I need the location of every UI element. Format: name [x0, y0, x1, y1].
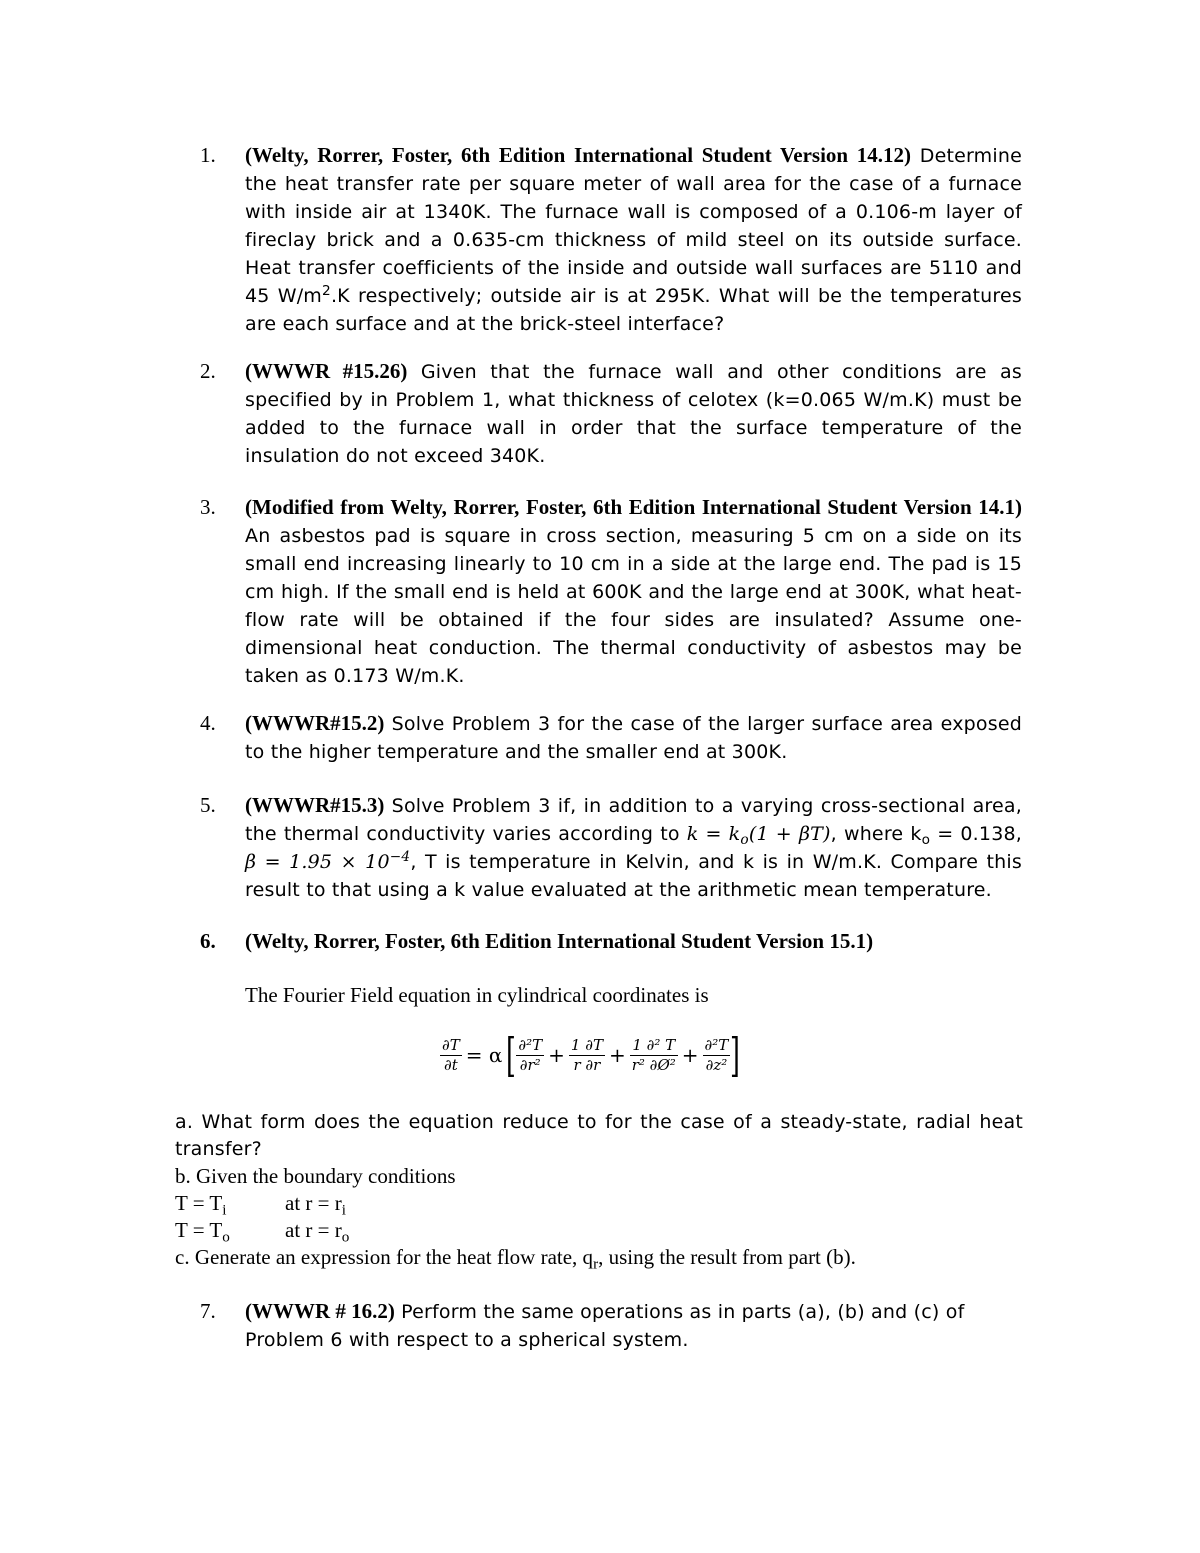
term-4: $\frac{\text{∂²T}}{\text{∂z²}}$	[704, 1035, 729, 1074]
problem-number: 1.	[200, 143, 216, 167]
part-b: b. Given the boundary conditions	[175, 1164, 456, 1188]
problem-6-parts	[175, 1109, 1023, 1271]
intro-text: The Fourier Field equation in cylindrical coordinates is	[245, 983, 709, 1007]
problem-text: Solve Problem 3 if, in addition to a varying cross-sectional area, the thermal conductivity varies according to $k = k_o(1 + \beta T)$, where $k_o = 0.138$, $\beta = 1.95 \times 10^{-4}$, T is temperature in Kelvin, and k is in W/m.K. Compare this result to that using a k value evaluated at the arithmetic mean temperature.	[245, 795, 1023, 901]
boundary-condition-1: $T = T_i$ at $r = r_i$	[175, 1191, 346, 1219]
problem-number: 3.	[200, 495, 216, 519]
problem-source-tag: (Welty, Rorrer, Foster, 6th Edition International Student Version 15.1)	[245, 929, 874, 953]
problem-number: 5.	[200, 793, 216, 817]
equals-alpha: = α	[465, 1042, 503, 1067]
term-1: $\frac{\text{∂²T}}{\text{∂r²}}$	[518, 1035, 543, 1074]
problem-number: 6.	[200, 929, 216, 953]
problem-2	[200, 358, 1022, 470]
plus-sign: +	[681, 1042, 699, 1067]
problem-6	[200, 928, 1022, 955]
problem-text: Determine the heat transfer rate per square meter of wall area for the case of a furnace with inside air at 1340K. The furnace wall is composed of a 0.106-m layer of fireclay brick and a 0.635-cm thickness of mild steel on its outside surface. Heat transfer coefficients of the inside and outside wall surfaces are 5110 and 45 $W/m^2.K$ respectively; outside air is at 295K. What will be the temperatures are each surface and at the brick-steel interface?	[245, 145, 1022, 335]
problem-number: 7.	[200, 1299, 216, 1323]
problem-source-tag: (Modified from Welty, Rorrer, Foster, 6th Edition International Student Version 14.1)	[245, 495, 1022, 519]
boundary-condition-2: $T = T_o$ at $r = r_o$	[175, 1218, 350, 1246]
plus-sign: +	[548, 1042, 565, 1067]
problem-3	[200, 494, 1022, 690]
left-bracket: [	[506, 1028, 517, 1082]
problem-text: Solve Problem 3 for the case of the larger surface area exposed to the higher temperature and the smaller end at 300K.	[245, 713, 1022, 763]
problem-source-tag: (WWWR#15.2)	[245, 711, 385, 735]
term-3: $\frac{\text{1 ∂² T}}{\text{r² ∂Ø²}}$	[631, 1035, 676, 1074]
problem-source-tag: (Welty, Rorrer, Foster, 6th Edition International Student Version 14.12)	[245, 143, 912, 167]
problem-source-tag: (WWWR # 16.2)	[245, 1299, 395, 1323]
problem-text: Perform the same operations as in parts (a), (b) and (c) of Problem 6 with respect to a spherical system.	[245, 1301, 965, 1351]
problem-6-intro	[200, 982, 1022, 1009]
part-c: c. Generate an expression for the heat flow rate, $q_r$, using the result from part (b).	[175, 1245, 856, 1273]
problem-text: Given that the furnace wall and other conditions are as specified by in Problem 1, what thickness of celotex (k=0.065 W/m.K) must be added to the furnace wall in order that the surface temperature of the insulation do not exceed 340K.	[245, 361, 1022, 467]
right-bracket: ]	[730, 1028, 741, 1082]
part-a: a. What form does the equation reduce to for the case of a steady-state, radial heat transfer?	[175, 1111, 1023, 1160]
problem-4	[200, 710, 1022, 766]
conductivity-formula: $k = k_o(1 + \beta T)$	[686, 823, 831, 849]
problem-1	[200, 142, 1022, 338]
problem-source-tag: (WWWR #15.26)	[245, 359, 408, 383]
beta-formula: $\beta = 1.95 \times 10^{-4}$	[245, 849, 411, 873]
problem-source-tag: (WWWR#15.3)	[245, 793, 385, 817]
problem-text: An asbestos pad is square in cross section, measuring 5 cm on a side on its small end increasing linearly to 10 cm in a side at the large end. The pad is 15 cm high. If the small end is held at 600K and the large end at 300K, what heat-flow rate will be obtained if the four sides are insulated? Assume one-dimensional heat conduction. The thermal conductivity of asbestos may be taken as 0.173 W/m.K.	[245, 525, 1022, 687]
problem-7	[200, 1298, 1022, 1354]
problem-5	[200, 792, 1022, 904]
problem-number: 4.	[200, 711, 216, 735]
problem-number: 2.	[200, 359, 216, 383]
lhs-fraction: $\frac{\partial T}{\partial t}$	[442, 1035, 460, 1074]
plus-sign: +	[608, 1042, 626, 1067]
fourier-field-equation	[440, 1028, 770, 1086]
term-2: $\frac{1 \partial T}{r \partial r}$	[570, 1035, 603, 1074]
